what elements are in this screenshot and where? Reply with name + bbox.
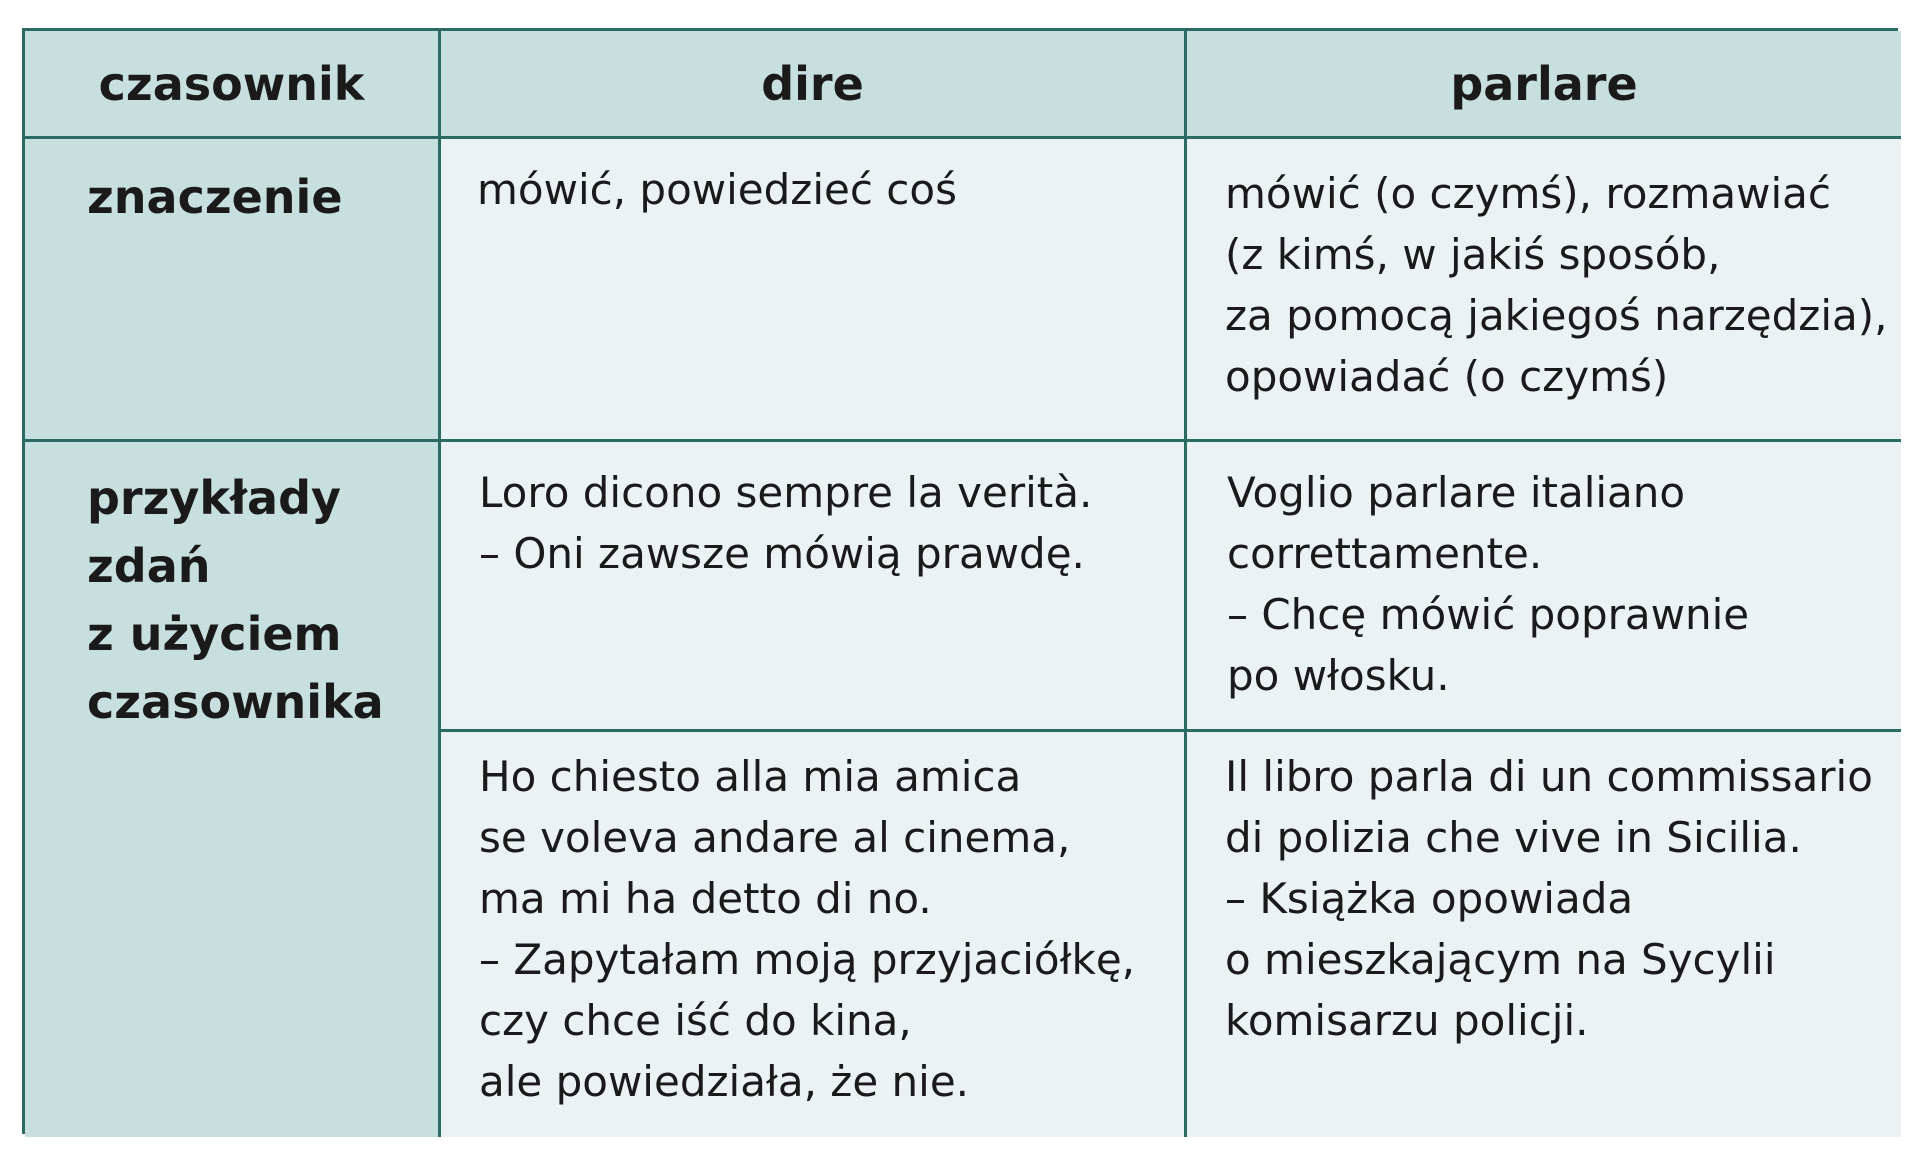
cell-line: (z kimś, w jakiś sposób, xyxy=(1225,230,1721,279)
cell-line: correttamente. xyxy=(1227,529,1543,578)
header-label: parlare xyxy=(1450,56,1638,111)
header-cell-dire xyxy=(441,31,1187,139)
cell-line: mówić, powiedzieć coś xyxy=(477,165,957,214)
header-label: czasownik xyxy=(98,56,365,111)
header-label: dire xyxy=(761,56,864,111)
cell-line: se voleva andare al cinema, xyxy=(479,813,1071,862)
cell-line: Ho chiesto alla mia amica xyxy=(479,752,1022,801)
cell-line: – Oni zawsze mówią prawdę. xyxy=(479,529,1085,578)
cell-line: Il libro parla di un commissario xyxy=(1225,752,1873,801)
cell-line: mówić (o czymś), rozmawiać xyxy=(1225,169,1831,218)
meaning-dire-cell xyxy=(441,139,1187,442)
row-label-text: przykłady xyxy=(87,471,341,525)
example2-parlare-cell xyxy=(1187,732,1901,1137)
example1-parlare-cell xyxy=(1187,442,1901,732)
example2-dire-cell xyxy=(441,732,1187,1137)
example1-dire-cell xyxy=(441,442,1187,732)
row-label-przyklady xyxy=(25,442,441,1137)
cell-line: komisarzu policji. xyxy=(1225,996,1589,1045)
cell-line: Loro dicono sempre la verità. xyxy=(479,468,1093,517)
cell-line: czy chce iść do kina, xyxy=(479,996,912,1045)
cell-line: ma mi ha detto di no. xyxy=(479,874,932,923)
cell-line: Voglio parlare italiano xyxy=(1227,468,1686,517)
cell-line: ale powiedziała, że nie. xyxy=(479,1057,970,1106)
header-cell-czasownik xyxy=(25,31,441,139)
cell-line: opowiadać (o czymś) xyxy=(1225,352,1669,401)
cell-line: di polizia che vive in Sicilia. xyxy=(1225,813,1802,862)
cell-line: – Książka opowiada xyxy=(1225,874,1634,923)
verb-comparison-table xyxy=(22,28,1898,1134)
header-cell-parlare xyxy=(1187,31,1901,139)
row-label-text: z użyciem xyxy=(87,607,342,661)
row-label-text: czasownika xyxy=(87,675,384,729)
cell-line: za pomocą jakiegoś narzędzia), xyxy=(1225,291,1888,340)
row-label-text: znaczenie xyxy=(87,170,343,224)
cell-line: – Zapytałam moją przyjaciółkę, xyxy=(479,935,1136,984)
row-label-text: zdań xyxy=(87,539,211,593)
row-label-znaczenie xyxy=(25,139,441,442)
cell-line: o mieszkającym na Sycylii xyxy=(1225,935,1776,984)
cell-line: – Chcę mówić poprawnie xyxy=(1227,590,1750,639)
meaning-parlare-cell xyxy=(1187,139,1901,442)
cell-line: po włosku. xyxy=(1227,651,1450,700)
